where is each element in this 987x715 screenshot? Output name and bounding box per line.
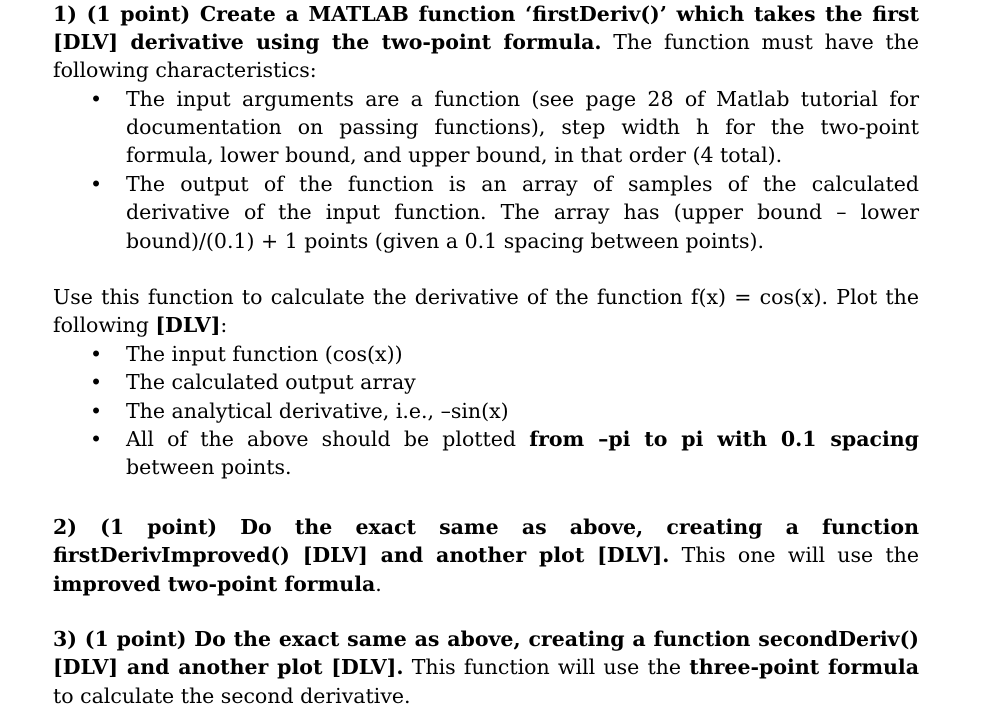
question-3-text — [53, 625, 919, 710]
last-bullet-post: between points. — [126, 455, 292, 480]
question-1-intro-text: The function must have the following characteristics: — [53, 30, 919, 83]
list-item: • The analytical derivative, i.e., –sin(x) — [126, 397, 919, 425]
question-3-formula: three-point formula — [689, 655, 919, 680]
question-2-body: This one will use the — [669, 543, 920, 568]
list-item: • The input arguments are a function (see page 28 of Matlab tutorial for documentation on passing functions), step width h for the two-point formula, lower bound, and upper bound, in that order (4 total). — [126, 85, 919, 170]
usage-intro — [53, 283, 919, 340]
question-1-heading: 1) (1 point) Create a MATLAB function ‘firstDeriv()’ which takes the first [DLV] derivative using the two-point formula. — [53, 2, 919, 55]
question-3-body: This function will use the — [403, 655, 690, 680]
list-item: • The calculated output array — [126, 368, 919, 396]
usage-intro-tag: [DLV] — [155, 313, 221, 338]
list-item: • The input function (cos(x)) — [126, 340, 919, 368]
last-bullet-bold: from –pi to pi with 0.1 spacing — [529, 427, 919, 452]
last-bullet-pre: All of the above should be plotted — [126, 427, 530, 452]
list-item: • The output of the function is an array of samples of the calculated derivative of the input function. The array has (upper bound – lower bound)/(0.1) + 1 points (given a 0.1 spacing between points). — [126, 170, 919, 255]
question-2-formula: improved two-point formula — [53, 571, 376, 596]
question-3 — [53, 625, 919, 710]
usage-section — [53, 283, 919, 482]
usage-intro-text: Use this function to calculate the derivative of the function f(x) = cos(x). Plot the following — [53, 285, 919, 338]
question-2-end: . — [375, 571, 382, 596]
question-2-text — [53, 513, 919, 598]
question-2 — [53, 513, 919, 598]
question-2-heading: 2) (1 point) Do the exact same as above, creating a function firstDerivImproved() [DLV] and another plot [DLV]. — [53, 515, 919, 568]
usage-bullet-list — [53, 340, 919, 482]
question-3-heading: 3) (1 point) Do the exact same as above, creating a function secondDeriv() [DLV] and another plot [DLV]. — [53, 627, 919, 680]
question-1 — [53, 0, 919, 255]
question-1-intro — [53, 0, 919, 85]
list-item — [126, 425, 919, 482]
question-3-end: to calculate the second derivative. — [53, 683, 411, 708]
usage-intro-end: : — [220, 313, 228, 338]
question-1-bullet-list — [53, 85, 919, 255]
